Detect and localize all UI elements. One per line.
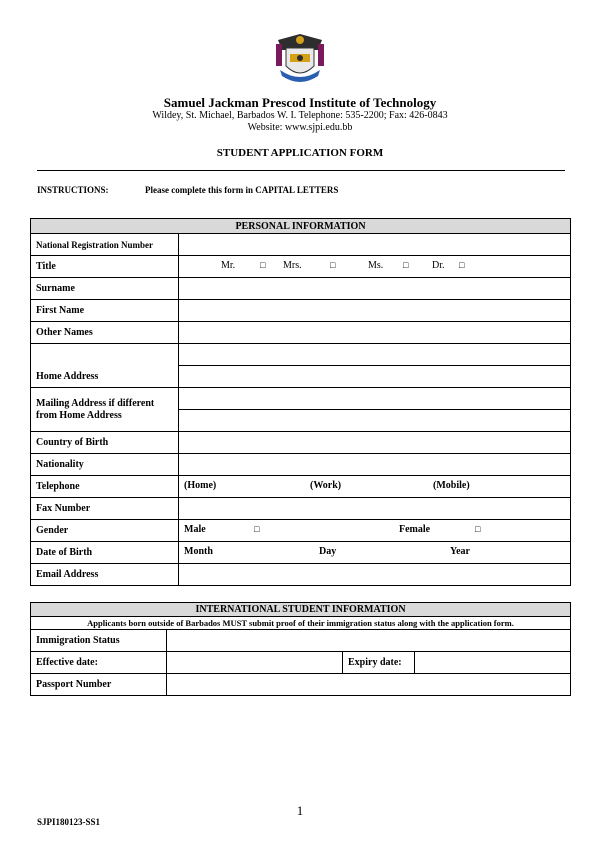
international-info-table <box>30 602 571 696</box>
nationality-label: Nationality <box>31 454 179 476</box>
telephone-home-label: (Home) <box>184 480 217 491</box>
instructions-text: Please complete this form in CAPITAL LETTERS <box>145 185 339 195</box>
first-name-label: First Name <box>31 300 179 322</box>
first-name-field[interactable] <box>179 300 571 322</box>
dob-day-label: Day <box>319 546 337 557</box>
title-ms-checkbox[interactable]: □ <box>403 260 409 270</box>
home-address-field-1[interactable] <box>179 344 571 366</box>
title-option-mrs: Mrs. <box>283 260 302 271</box>
mailing-address-field-2[interactable] <box>179 410 571 432</box>
other-names-label: Other Names <box>31 322 179 344</box>
country-of-birth-label: Country of Birth <box>31 432 179 454</box>
gender-label: Gender <box>31 520 179 542</box>
fax-label: Fax Number <box>31 498 179 520</box>
effective-date-label: Effective date: <box>31 652 167 674</box>
institute-website: Website: www.sjpi.edu.bb <box>247 122 353 133</box>
institute-address: Wildey, St. Michael, Barbados W. I. Telephone: 535-2200; Fax: 426-0843 <box>152 110 448 121</box>
passport-number-field[interactable] <box>167 674 571 696</box>
telephone-label: Telephone <box>31 476 179 498</box>
page-number: 1 <box>296 803 304 818</box>
nrn-field[interactable] <box>179 234 571 256</box>
title-option-mr: Mr. <box>221 260 236 271</box>
email-field[interactable] <box>179 564 571 586</box>
gender-male-checkbox[interactable]: □ <box>254 524 260 534</box>
telephone-mobile-label: (Mobile) <box>433 480 470 491</box>
international-note: Applicants born outside of Barbados MUST submit proof of their immigration status along with the application form. <box>31 617 571 630</box>
surname-label: Surname <box>31 278 179 300</box>
gender-female-label: Female <box>399 524 431 535</box>
other-names-field[interactable] <box>179 322 571 344</box>
gender-female-checkbox[interactable]: □ <box>475 524 481 534</box>
expiry-date-label: Expiry date: <box>343 652 415 674</box>
title-options <box>179 256 571 278</box>
telephone-field[interactable] <box>179 476 571 498</box>
international-section-title: INTERNATIONAL STUDENT INFORMATION <box>31 603 571 617</box>
gender-options <box>179 520 571 542</box>
header-divider <box>37 170 565 171</box>
dob-year-label: Year <box>450 546 470 557</box>
passport-number-label: Passport Number <box>31 674 167 696</box>
mailing-address-label: Mailing Address if different from Home Address <box>31 388 179 432</box>
email-label: Email Address <box>31 564 179 586</box>
effective-date-field[interactable] <box>167 652 343 674</box>
personal-info-table <box>30 218 571 586</box>
home-address-label: Home Address <box>31 366 179 388</box>
personal-section-title: PERSONAL INFORMATION <box>31 219 571 234</box>
dob-field[interactable] <box>179 542 571 564</box>
country-of-birth-field[interactable] <box>179 432 571 454</box>
dob-label: Date of Birth <box>31 542 179 564</box>
expiry-date-field[interactable] <box>415 652 571 674</box>
institute-crest-icon <box>272 30 328 86</box>
title-option-dr: Dr. <box>432 260 445 271</box>
telephone-work-label: (Work) <box>310 480 342 491</box>
title-mrs-checkbox[interactable]: □ <box>330 260 336 270</box>
nationality-field[interactable] <box>179 454 571 476</box>
mailing-address-field-1[interactable] <box>179 388 571 410</box>
home-address-field-2[interactable] <box>179 366 571 388</box>
surname-field[interactable] <box>179 278 571 300</box>
immigration-status-field[interactable] <box>167 630 571 652</box>
title-dr-checkbox[interactable]: □ <box>459 260 465 270</box>
immigration-status-label: Immigration Status <box>31 630 167 652</box>
home-address-label-top <box>31 344 179 366</box>
form-title: STUDENT APPLICATION FORM <box>216 147 384 159</box>
title-mr-checkbox[interactable]: □ <box>260 260 266 270</box>
title-label: Title <box>31 256 179 278</box>
title-option-ms: Ms. <box>368 260 384 271</box>
form-code: SJPI180123-SS1 <box>37 817 101 827</box>
fax-field[interactable] <box>179 498 571 520</box>
gender-male-label: Male <box>184 524 206 535</box>
dob-month-label: Month <box>184 546 213 557</box>
nrn-label: National Registration Number <box>31 234 179 256</box>
institute-name: Samuel Jackman Prescod Institute of Technology <box>163 95 437 110</box>
instructions-label: INSTRUCTIONS: <box>37 185 109 195</box>
